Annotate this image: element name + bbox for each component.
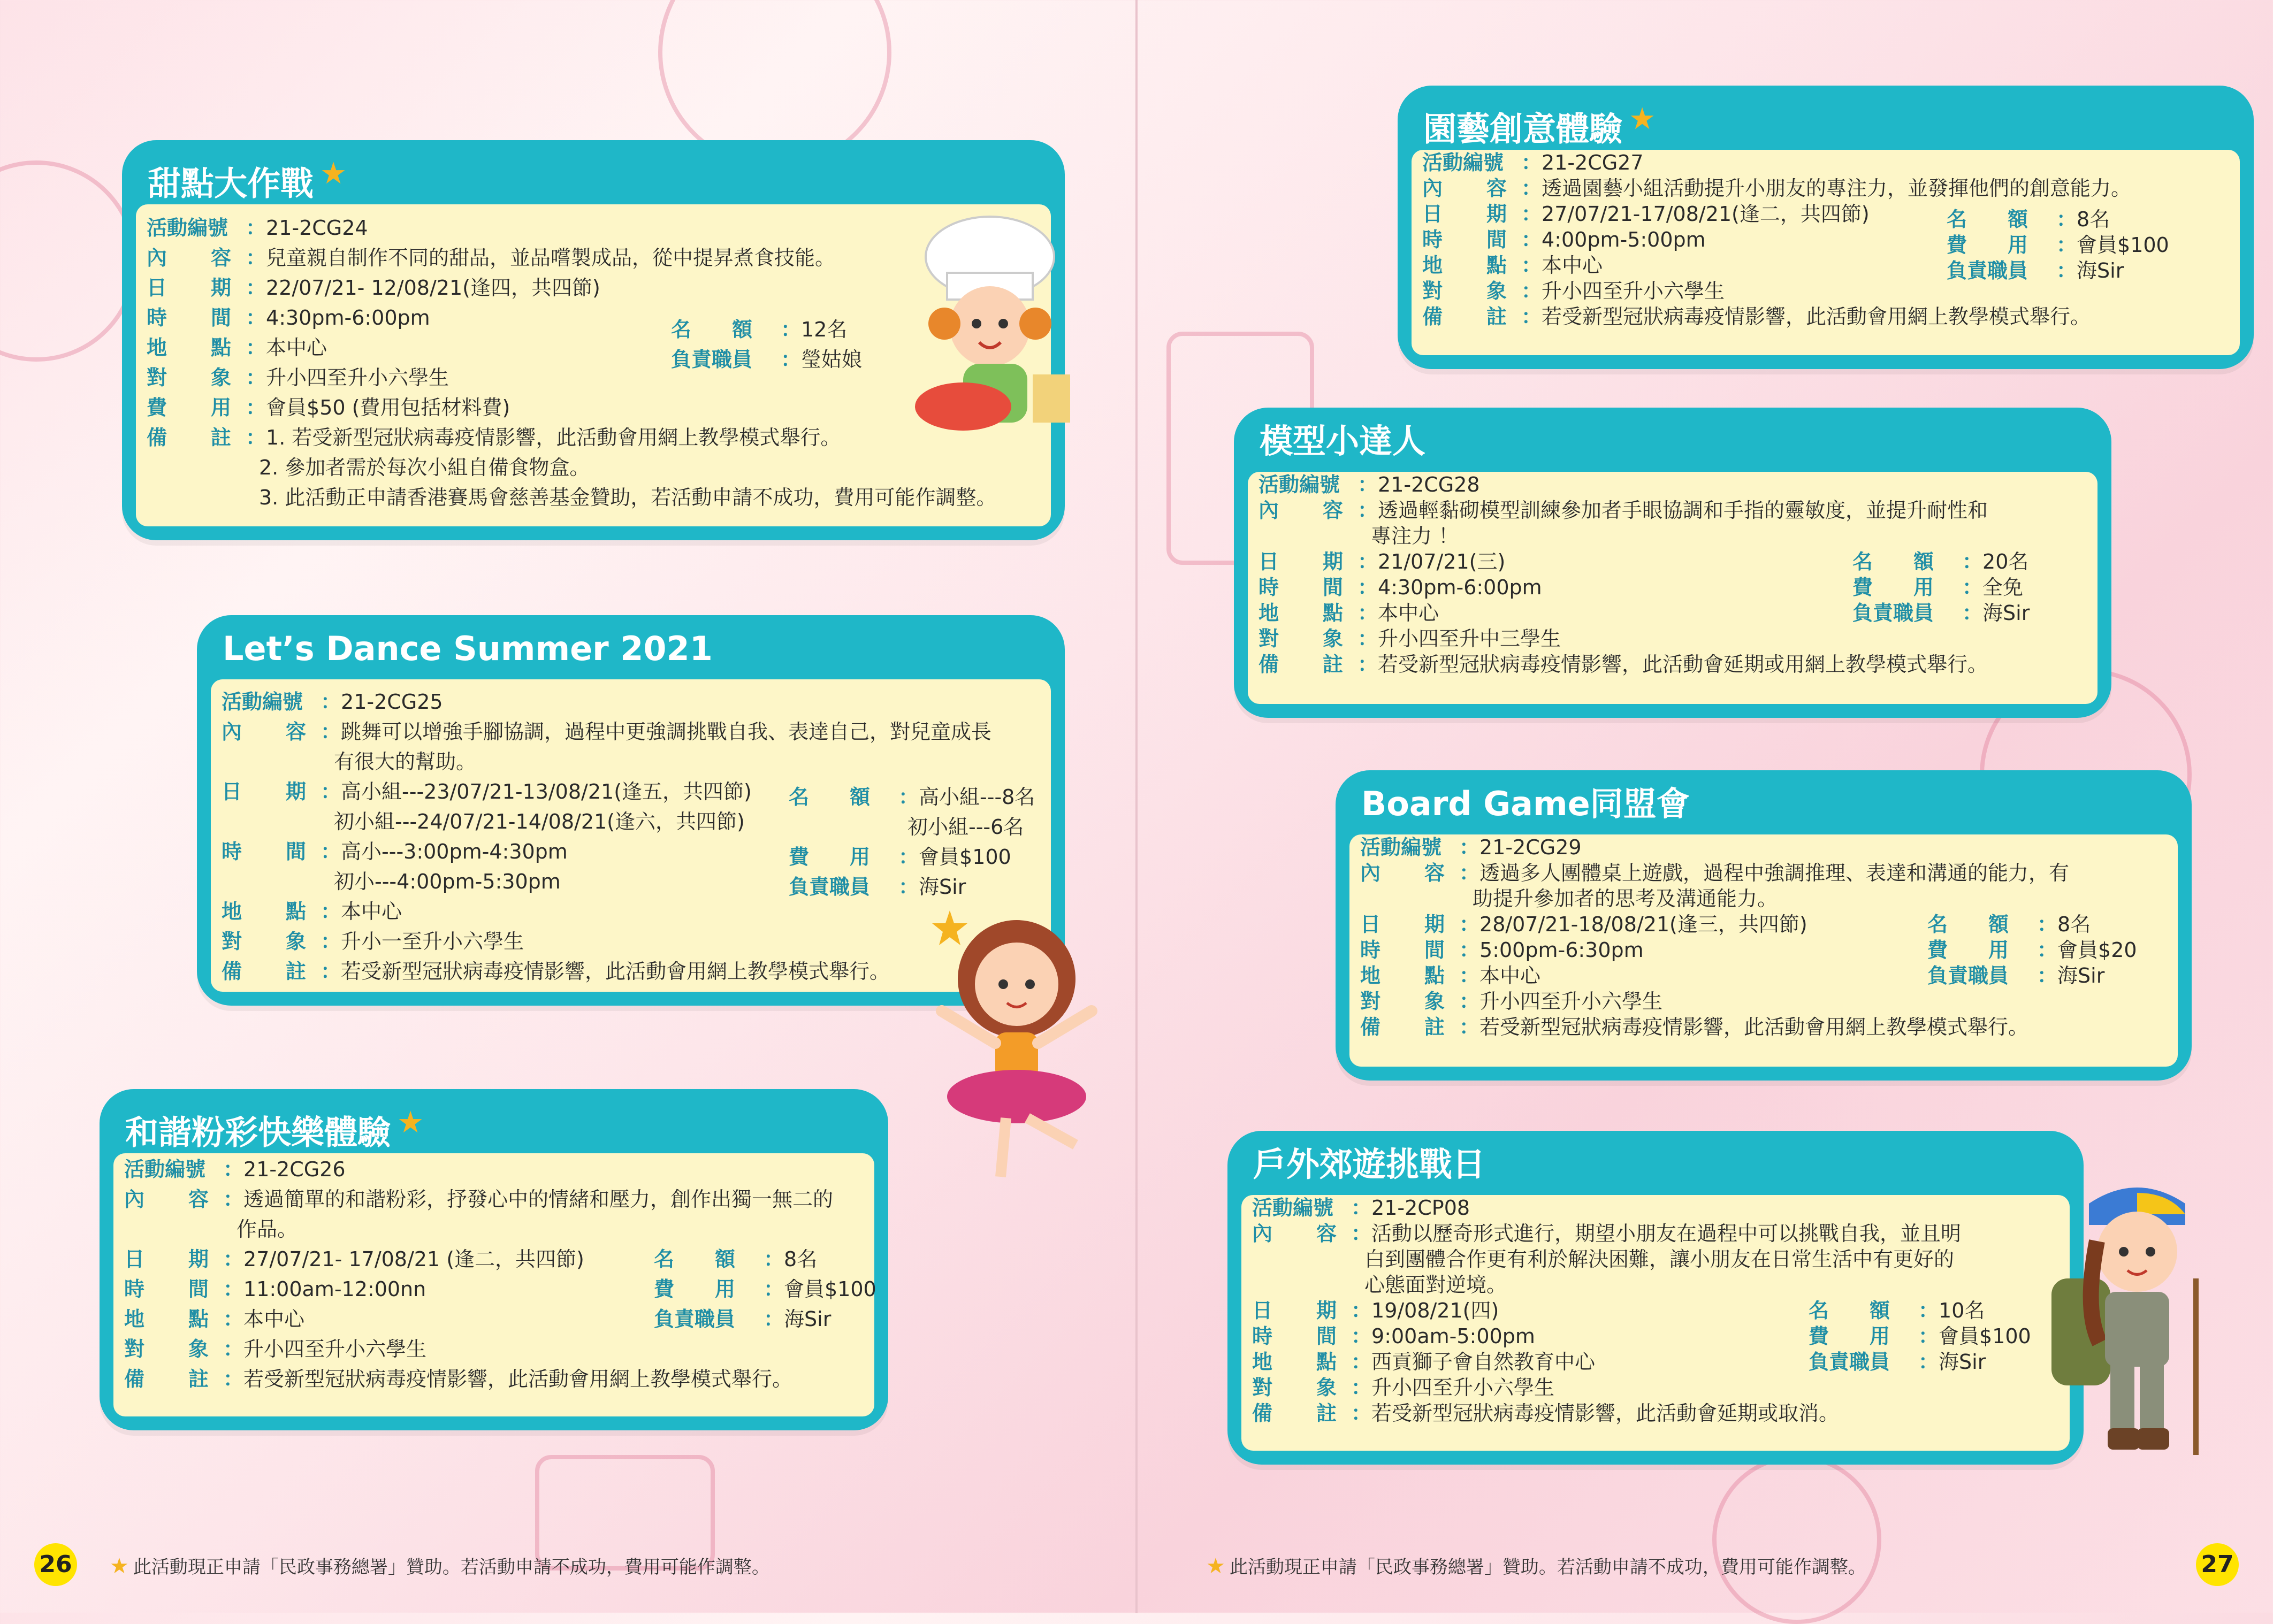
row-place: 地 點 ：本中心 <box>1258 601 1439 625</box>
chef-girl-illustration <box>883 209 1086 444</box>
row-fee: 費 用 ：會員$50 (費用包括材料費) <box>147 396 510 419</box>
star-icon: ★ <box>1206 1554 1225 1579</box>
row-quota: 名 額 ：高小組---8名 <box>789 785 1035 809</box>
star-icon: ★ <box>320 156 347 191</box>
row-date: 日 期 ：21/07/21(三) <box>1258 550 1506 573</box>
row-note-3: 3. 此活動正申請香港賽馬會慈善基金贊助，若活動申請不成功，費用可能作調整。 <box>259 486 997 509</box>
row-content: 內 容 ：透過輕黏砌模型訓練參加者手眼協調和手指的靈敏度，並提升耐性和 <box>1258 499 1988 522</box>
activity-card-outdoor <box>1227 1131 2084 1465</box>
star-icon: ★ <box>1629 102 1656 136</box>
card-title: 戶外郊遊挑戰日 <box>1253 1145 1486 1184</box>
row-date: 日 期 ：27/07/21-17/08/21(逢二，共四節) <box>1422 202 1870 226</box>
row-staff: 負責職員 ：海Sir <box>1927 964 2105 987</box>
row-time: 時 間 ：4:00pm-5:00pm <box>1422 228 1706 251</box>
row-time: 時 間 ：高小---3:00pm-4:30pm <box>222 840 568 863</box>
row-content-3: 心態面對逆境。 <box>1364 1273 1507 1297</box>
row-note: 備 註 ：若受新型冠狀病毒疫情影響，此活動會延期或用網上教學模式舉行。 <box>1258 653 1988 676</box>
row-content: 內 容 ：透過多人團體桌上遊戲，過程中強調推理、表達和溝通的能力，有 <box>1360 861 2070 885</box>
page-number: 26 <box>34 1543 77 1586</box>
row-time: 時 間 ：11:00am-12:00nn <box>124 1277 426 1301</box>
row-content-2: 白到團體合作更有利於解決困難，讓小朋友在日常生活中有更好的 <box>1364 1247 1955 1271</box>
row-fee: 費 用 ：會員$100 <box>789 845 1011 869</box>
row-quota: 名 額 ：8名 <box>654 1247 818 1271</box>
row-time: 時 間 ：4:30pm-6:00pm <box>147 306 430 330</box>
row-fee: 費 用 ：會員$100 <box>1947 233 2169 257</box>
card-body <box>1349 834 2178 1067</box>
row-content-2: 有很大的幫助。 <box>334 750 477 773</box>
activity-card-boardgame <box>1336 770 2192 1081</box>
row-staff: 負責職員 ：海Sir <box>789 875 966 899</box>
hiker-girl-illustration <box>2030 1171 2244 1460</box>
row-note: 備 註 ：若受新型冠狀病毒疫情影響，此活動會延期或取消。 <box>1252 1401 1840 1425</box>
activity-card-pastel <box>100 1089 888 1430</box>
star-icon: ★ <box>110 1554 129 1579</box>
row-time: 時 間 ：4:30pm-6:00pm <box>1258 576 1542 599</box>
row-quota: 名 額 ：8名 <box>1947 208 2110 231</box>
row-place: 地 點 ：西貢獅子會自然教育中心 <box>1252 1350 1596 1374</box>
row-target: 對 象 ：升小四至升小六學生 <box>147 366 449 389</box>
card-title: Let’s Dance Summer 2021 <box>223 629 713 668</box>
row-code: 活動編號 ：21-2CP08 <box>1252 1196 1470 1220</box>
row-target: 對 象 ：升小四至升小六學生 <box>1252 1376 1555 1399</box>
card-title: 模型小達人 <box>1260 422 1426 461</box>
row-content-2: 專注力 ！ <box>1371 524 1459 548</box>
row-place: 地 點 ：本中心 <box>222 900 402 923</box>
card-title: 甜點大作戰 ★ <box>148 156 347 203</box>
row-content: 內 容 ：兒童親自制作不同的甜品，並品嚐製成品，從中提昇煮食技能。 <box>147 246 836 270</box>
row-note: 備 註 ：若受新型冠狀病毒疫情影響，此活動會用網上教學模式舉行。 <box>222 960 890 983</box>
row-date: 日 期 ：19/08/21(四) <box>1252 1299 1499 1322</box>
star-icon: ★ <box>397 1105 424 1140</box>
row-time: 時 間 ：5:00pm-6:30pm <box>1360 938 1644 962</box>
row-fee: 費 用 ：會員$100 <box>654 1277 876 1301</box>
row-staff: 負責職員 ：瑩姑娘 <box>671 348 863 371</box>
card-title: 和諧粉彩快樂體驗 ★ <box>125 1105 424 1152</box>
row-target: 對 象 ：升小一至升小六學生 <box>222 930 524 953</box>
row-time: 時 間 ：9:00am-5:00pm <box>1252 1324 1535 1348</box>
row-note: 備 註 ：1. 若受新型冠狀病毒疫情影響，此活動會用網上教學模式舉行。 <box>147 426 841 449</box>
card-body <box>113 1153 874 1416</box>
row-note-2: 2. 參加者需於每次小組自備食物盒。 <box>259 456 590 479</box>
row-code: 活動編號 ：21-2CG27 <box>1422 151 1644 174</box>
row-date: 日 期 ：高小組---23/07/21-13/08/21(逢五，共四節) <box>222 780 752 803</box>
row-quota: 名 額 ：10名 <box>1809 1299 1985 1322</box>
row-quota-2: 初小組---6名 <box>907 815 1024 839</box>
card-body <box>1412 150 2240 355</box>
row-fee: 費 用 ：會員$20 <box>1927 938 2137 962</box>
footnote: ★ 此活動現正申請「民政事務總署」贊助。若活動申請不成功，費用可能作調整。 <box>110 1554 770 1579</box>
page-right <box>1136 0 2273 1613</box>
row-target: 對 象 ：升小四至升小六學生 <box>1360 990 1663 1013</box>
footnote: ★ 此活動現正申請「民政事務總署」贊助。若活動申請不成功，費用可能作調整。 <box>1206 1554 1866 1579</box>
row-date-2: 初小組---24/07/21-14/08/21(逢六，共四節) <box>334 810 745 833</box>
dancer-girl-illustration <box>920 909 1113 1188</box>
row-code: 活動編號 ：21-2CG24 <box>147 216 368 240</box>
row-content: 內 容 ：透過園藝小組活動提升小朋友的專注力，並發揮他們的創意能力。 <box>1422 177 2132 200</box>
star-decoration-icon <box>931 909 968 947</box>
row-quota: 名 額 ：8名 <box>1927 913 2091 936</box>
row-staff: 負責職員 ：海Sir <box>654 1307 832 1331</box>
row-content: 內 容 ：活動以歷奇形式進行，期望小朋友在過程中可以挑戰自我，並且明 <box>1252 1222 1962 1245</box>
row-note: 備 註 ：若受新型冠狀病毒疫情影響，此活動會用網上教學模式舉行。 <box>124 1367 793 1391</box>
row-code: 活動編號 ：21-2CG26 <box>124 1158 346 1181</box>
row-staff: 負責職員 ：海Sir <box>1852 601 2030 625</box>
row-quota: 名 額 ：20名 <box>1852 550 2029 573</box>
page-left <box>0 0 1136 1613</box>
page-number: 27 <box>2196 1543 2239 1586</box>
row-code: 活動編號 ：21-2CG25 <box>222 690 443 714</box>
activity-card-model <box>1234 408 2111 718</box>
row-content-2: 助提升參加者的思考及溝通能力。 <box>1473 887 1778 910</box>
row-target: 對 象 ：升小四至升小六學生 <box>124 1337 427 1361</box>
row-target: 對 象 ：升小四至升中三學生 <box>1258 627 1561 650</box>
row-time-2: 初小---4:00pm-5:30pm <box>334 870 561 893</box>
card-body <box>1248 472 2097 704</box>
row-code: 活動編號 ：21-2CG29 <box>1360 836 1582 859</box>
card-body <box>1241 1195 2070 1451</box>
row-target: 對 象 ：升小四至升小六學生 <box>1422 279 1725 303</box>
row-content: 內 容 ：跳舞可以增強手腳協調，過程中更強調挑戰自我、表達自己，對兒童成長 <box>222 720 992 744</box>
activity-card-gardening <box>1398 86 2254 369</box>
row-date: 日 期 ：27/07/21- 17/08/21 (逢二，共四節) <box>124 1247 584 1271</box>
card-title: 園藝創意體驗 ★ <box>1423 102 1656 149</box>
row-fee: 費 用 ：會員$100 <box>1809 1324 2031 1348</box>
row-staff: 負責職員 ：海Sir <box>1947 259 2124 282</box>
row-date: 日 期 ：22/07/21- 12/08/21(逢四，共四節) <box>147 276 600 300</box>
row-fee: 費 用 ：全免 <box>1852 576 2024 599</box>
row-code: 活動編號 ：21-2CG28 <box>1258 473 1480 496</box>
row-place: 地 點 ：本中心 <box>147 336 327 359</box>
row-note: 備 註 ：若受新型冠狀病毒疫情影響，此活動會用網上教學模式舉行。 <box>1360 1015 2029 1039</box>
row-place: 地 點 ：本中心 <box>124 1307 305 1331</box>
row-content: 內 容 ：透過簡單的和諧粉彩，抒發心中的情緒和壓力，創作出獨一無二的 <box>124 1188 834 1211</box>
row-place: 地 點 ：本中心 <box>1422 254 1603 277</box>
row-quota: 名 額 ：12名 <box>671 318 848 341</box>
card-title: Board Game同盟會 <box>1361 784 1690 823</box>
row-content-2: 作品。 <box>237 1217 298 1241</box>
row-note: 備 註 ：若受新型冠狀病毒疫情影響，此活動會用網上教學模式舉行。 <box>1422 305 2091 328</box>
row-date: 日 期 ：28/07/21-18/08/21(逢三，共四節) <box>1360 913 1807 936</box>
row-place: 地 點 ：本中心 <box>1360 964 1541 987</box>
row-staff: 負責職員 ：海Sir <box>1809 1350 1986 1374</box>
